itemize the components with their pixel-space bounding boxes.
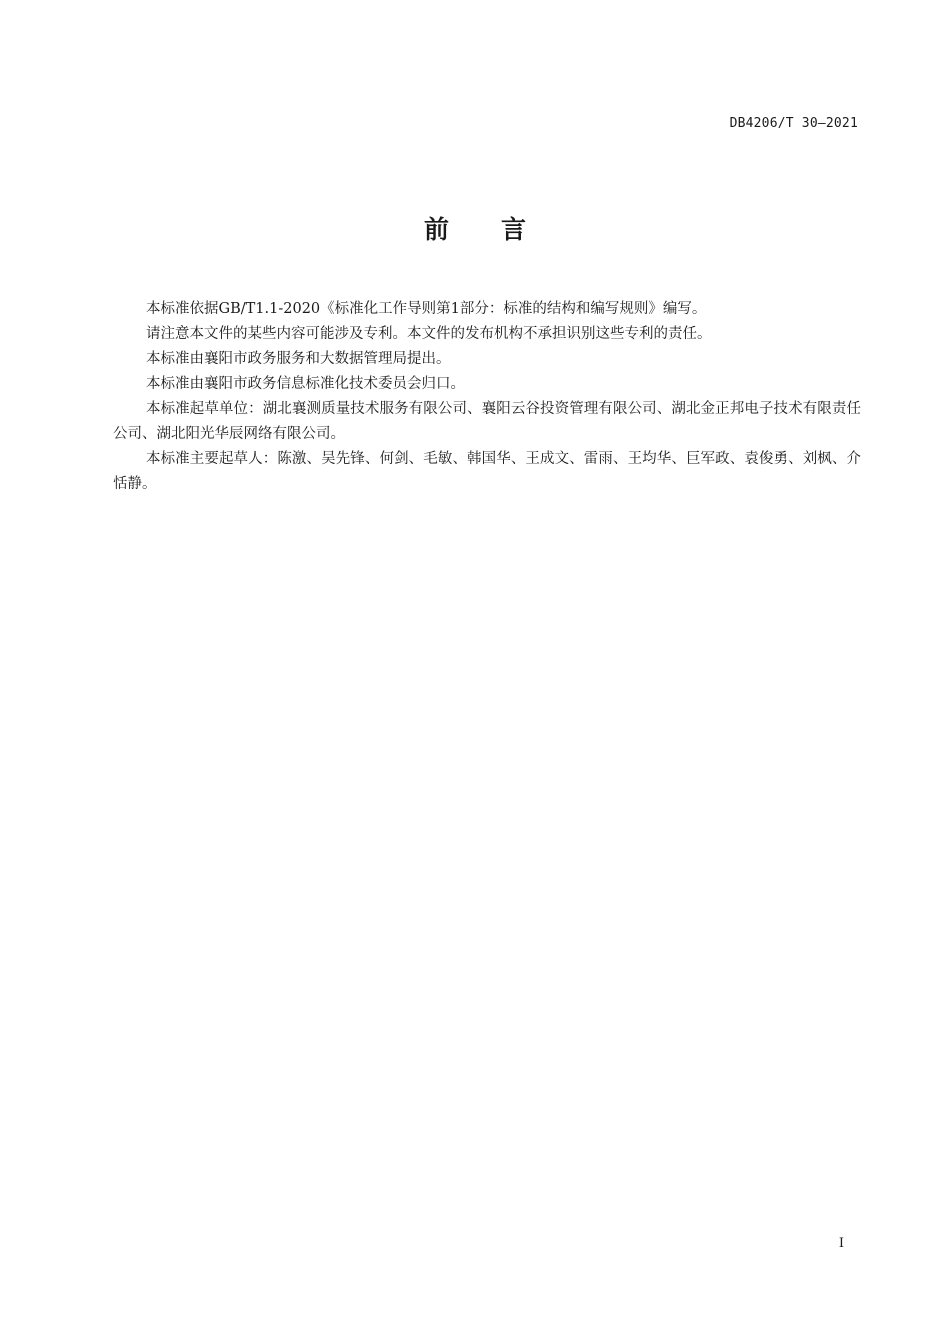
page-title	[0, 210, 950, 246]
paragraph-patent-notice: 请注意本文件的某些内容可能涉及专利。本文件的发布机构不承担识别这些专利的责任。	[146, 326, 712, 342]
paragraph-centralized-management: 本标准由襄阳市政务信息标准化技术委员会归口。	[146, 376, 465, 392]
paragraph-drafting-basis: 本标准依据GB/T1.1-2020《标准化工作导则第1部分：标准的结构和编写规则》编写。	[146, 301, 707, 317]
paragraph-drafting-units: 本标准起草单位：湖北襄测质量技术服务有限公司、襄阳云谷投资管理有限公司、湖北金正邦电子技术有限责任公司、湖北阳光华辰网络有限公司。	[113, 401, 861, 442]
paragraph-drafters: 本标准主要起草人：陈激、吴先锋、何剑、毛敏、韩国华、王成文、雷雨、王均华、巨军政、袁俊勇、刘枫、介恬静。	[113, 451, 861, 492]
standard-code: DB4206/T 30—2021	[729, 116, 858, 131]
title-char-2: 言	[501, 215, 527, 244]
page-number: I	[838, 1236, 844, 1251]
paragraph-proposer: 本标准由襄阳市政务服务和大数据管理局提出。	[146, 351, 451, 367]
title-char-1: 前	[423, 215, 449, 244]
foreword-body	[113, 297, 861, 497]
